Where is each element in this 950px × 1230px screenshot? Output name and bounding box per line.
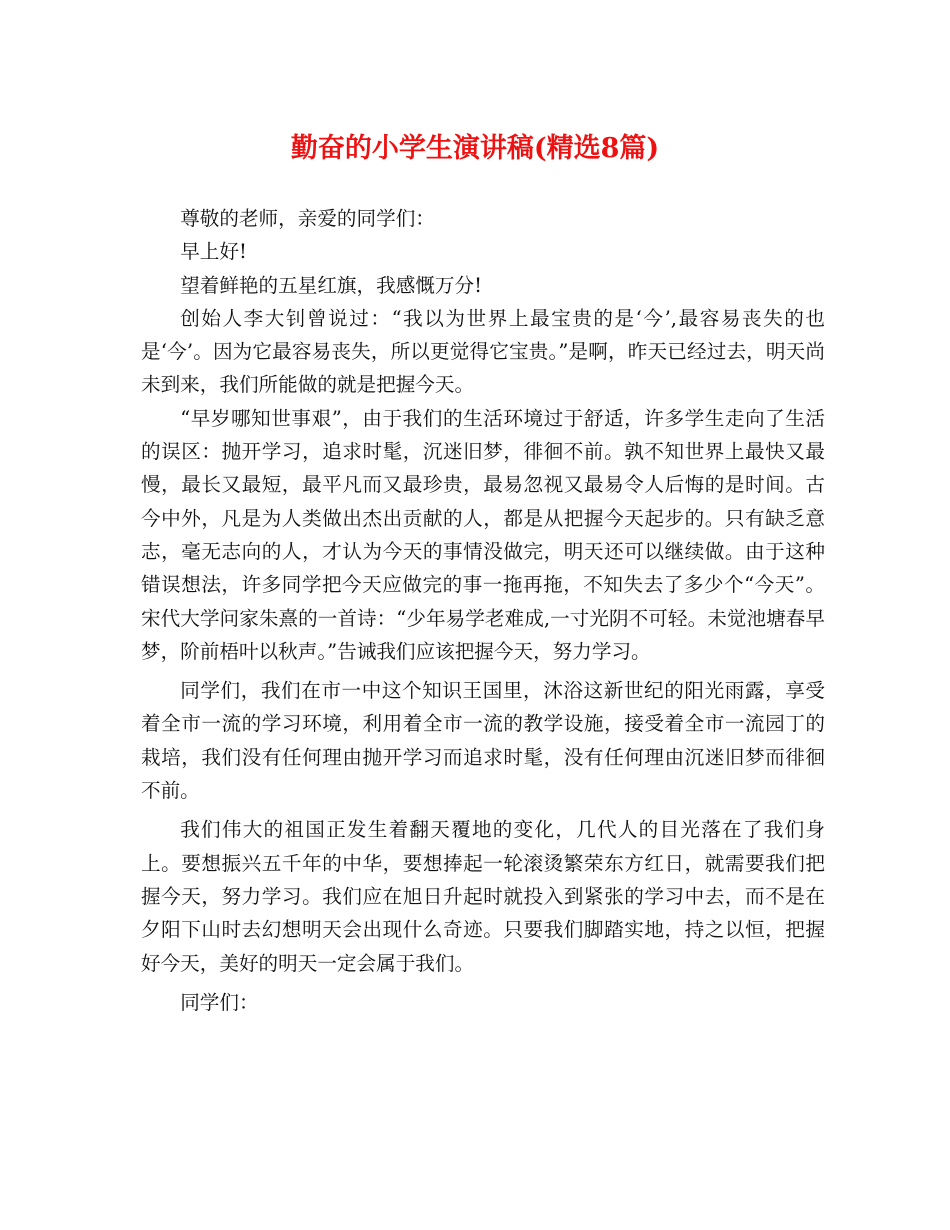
paragraph-closing: 同学们： [180,990,259,1014]
paragraph-time: “早岁哪知世事艰”，由于我们的生活环境过于舒适，许多学生走向了生活的误区：抛开学习，追求时髦，沉迷旧梦，徘徊不前。孰不知世界上最快又最慢，最长又最短，最平凡而又最珍贵，最易忽视又最易令人后悔的是时间。古今中外，凡是为人类做出杰出贡献的人，都是从把握今天起步的。只有缺乏意志，毫无志向的人，才认为今天的事情没做完，明天还可以继续做。由于这种错误想法，许多同学把今天应做完的事一拖再拖，不知失去了多少个“今天”。宋代大学问家朱熹的一首诗：“少年易学老难成,一寸光阴不可轻。未觉池塘春早梦，阶前梧叶以秋声。”告诫我们应该把握今天，努力学习。 [141,406,825,663]
document-body [141,202,825,1019]
paragraph-flag: 望着鲜艳的五星红旗，我感慨万分! [180,273,482,297]
paragraph-greeting: 早上好! [180,240,247,264]
paragraph-school: 同学们，我们在市一中这个知识王国里，沐浴这新世纪的阳光雨露，享受着全市一流的学习环境，利用着全市一流的教学设施，接受着全市一流园丁的栽培，我们没有任何理由抛开学习而追求时髦，没有任何理由沉迷旧梦而徘徊不前。 [141,679,825,803]
paragraph-motherland: 我们伟大的祖国正发生着翻天覆地的变化，几代人的目光落在了我们身上。要想振兴五千年的中华，要想捧起一轮滚烫繁荣东方红日，就需要我们把握今天，努力学习。我们应在旭日升起时就投入到紧张的学习中去，而不是在夕阳下山时去幻想明天会出现什么奇迹。只要我们脚踏实地，持之以恒，把握好今天，美好的明天一定会属于我们。 [141,818,825,975]
paragraph-salutation: 尊敬的老师，亲爱的同学们： [180,207,435,230]
document-title: 勤奋的小学生演讲稿(精选8篇) [290,133,660,164]
paragraph-quote-lidazhao: 创始人李大钊曾说过：“我以为世界上最宝贵的是‘今’,最容易丧失的也是‘今’。因为它最容易丧失，所以更觉得它宝贵。”是啊，昨天已经过去，明天尚未到来，我们所能做的就是把握今天。 [141,306,825,397]
